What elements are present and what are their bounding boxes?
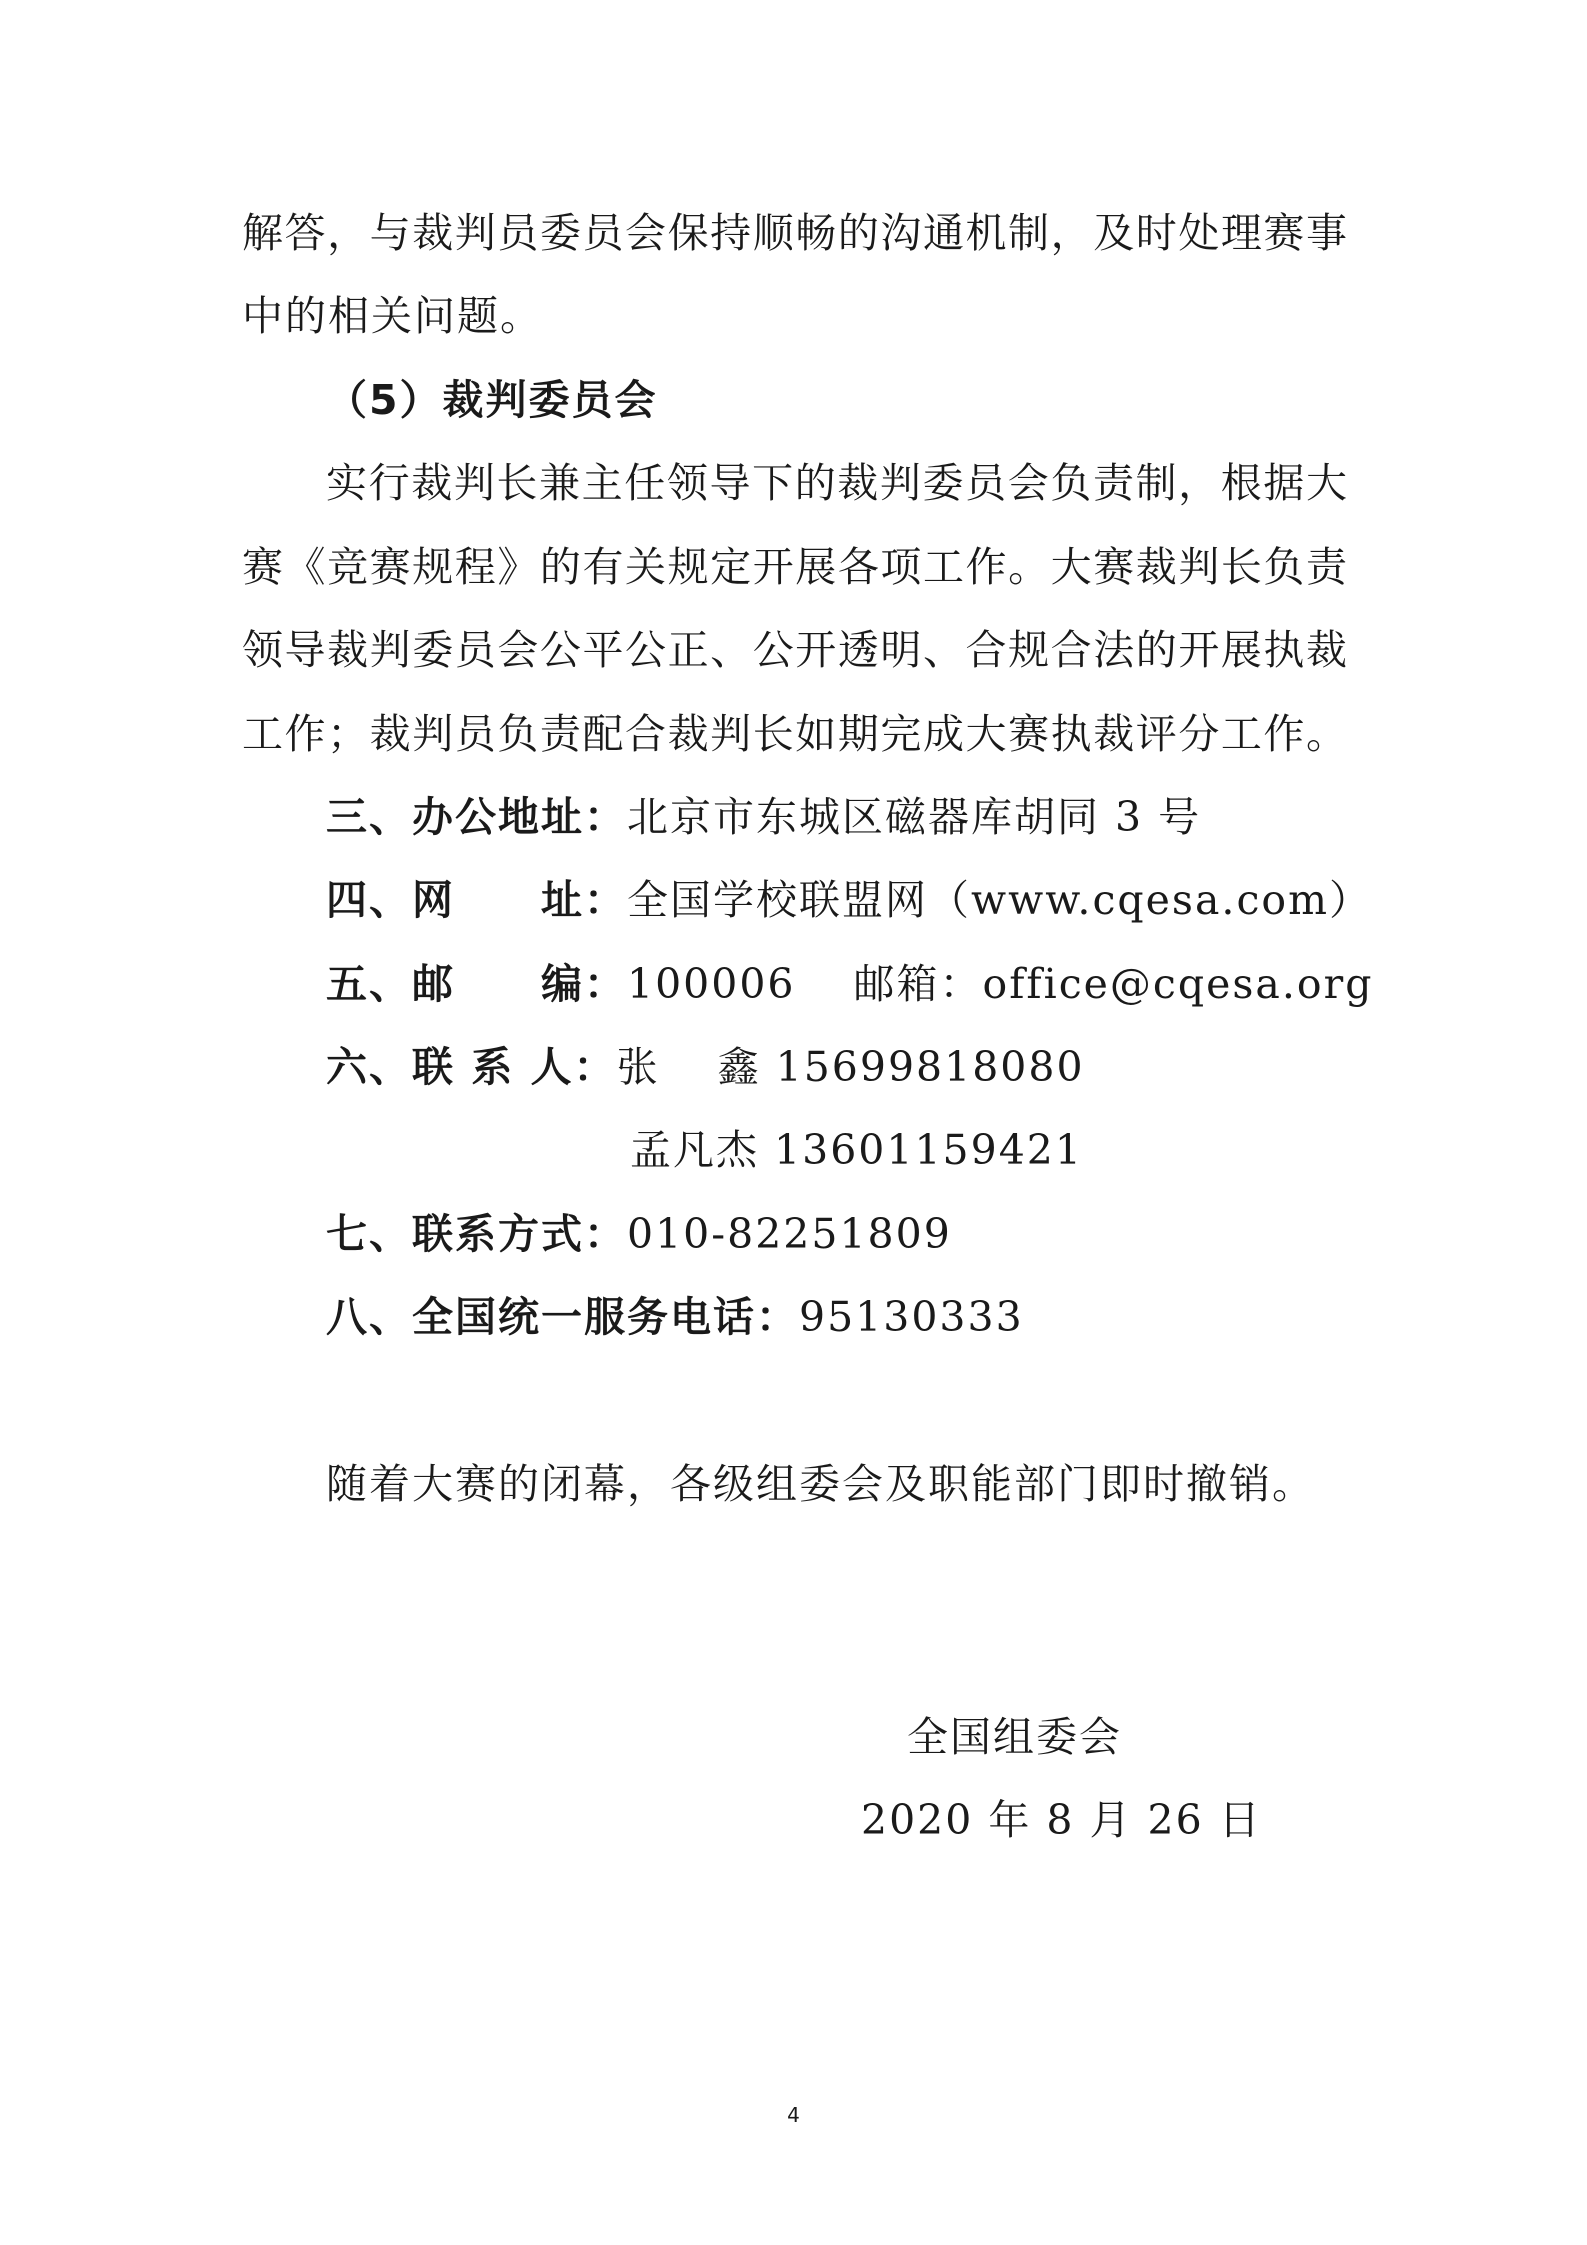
signature-organization: 全国组委会 — [907, 1713, 1122, 1761]
paragraph-line: 实行裁判长兼主任领导下的裁判委员会负责制，根据大 — [326, 459, 1347, 507]
paragraph-line: 中的相关问题。 — [242, 292, 543, 340]
website-value: 全国学校联盟网（www.cqesa.com） — [627, 876, 1372, 924]
paragraph-line: 解答，与裁判员委员会保持顺畅的沟通机制，及时处理赛事 — [242, 209, 1347, 257]
signature-date: 2020 年 8 月 26 日 — [861, 1796, 1262, 1844]
website-row — [326, 876, 1372, 924]
paragraph-line: 领导裁判委员会公平公正、公开透明、合规合法的开展执裁 — [242, 626, 1347, 674]
paragraph-line: 赛《竞赛规程》的有关规定开展各项工作。大赛裁判长负责 — [242, 543, 1347, 591]
website-label: 四、网 址： — [326, 876, 627, 924]
contact-row — [326, 1043, 1085, 1091]
address-row — [326, 793, 1202, 841]
closing-statement: 随着大赛的闭幕，各级组委会及职能部门即时撤销。 — [326, 1460, 1315, 1508]
postcode-value: 100006 邮箱：office@cqesa.org — [627, 960, 1374, 1008]
section-heading: （5）裁判委员会 — [326, 376, 658, 424]
hotline-label: 八、全国统一服务电话： — [326, 1293, 799, 1341]
page-number: 4 — [787, 2103, 800, 2127]
contact-value-secondary: 孟凡杰 13601159421 — [630, 1126, 1083, 1174]
address-value: 北京市东城区磁器库胡同 3 号 — [627, 793, 1202, 841]
postcode-label: 五、邮 编： — [326, 960, 627, 1008]
phone-label: 七、联系方式： — [326, 1210, 627, 1258]
phone-row — [326, 1210, 952, 1258]
hotline-value: 95130333 — [799, 1293, 1024, 1341]
contact-label: 六、联 系 人： — [326, 1043, 617, 1091]
postcode-row — [326, 960, 1374, 1008]
hotline-row — [326, 1293, 1024, 1341]
phone-value: 010-82251809 — [627, 1210, 952, 1258]
address-label: 三、办公地址： — [326, 793, 627, 841]
contact-value-primary: 张 鑫 15699818080 — [616, 1043, 1085, 1091]
paragraph-line: 工作；裁判员负责配合裁判长如期完成大赛执裁评分工作。 — [242, 710, 1347, 758]
